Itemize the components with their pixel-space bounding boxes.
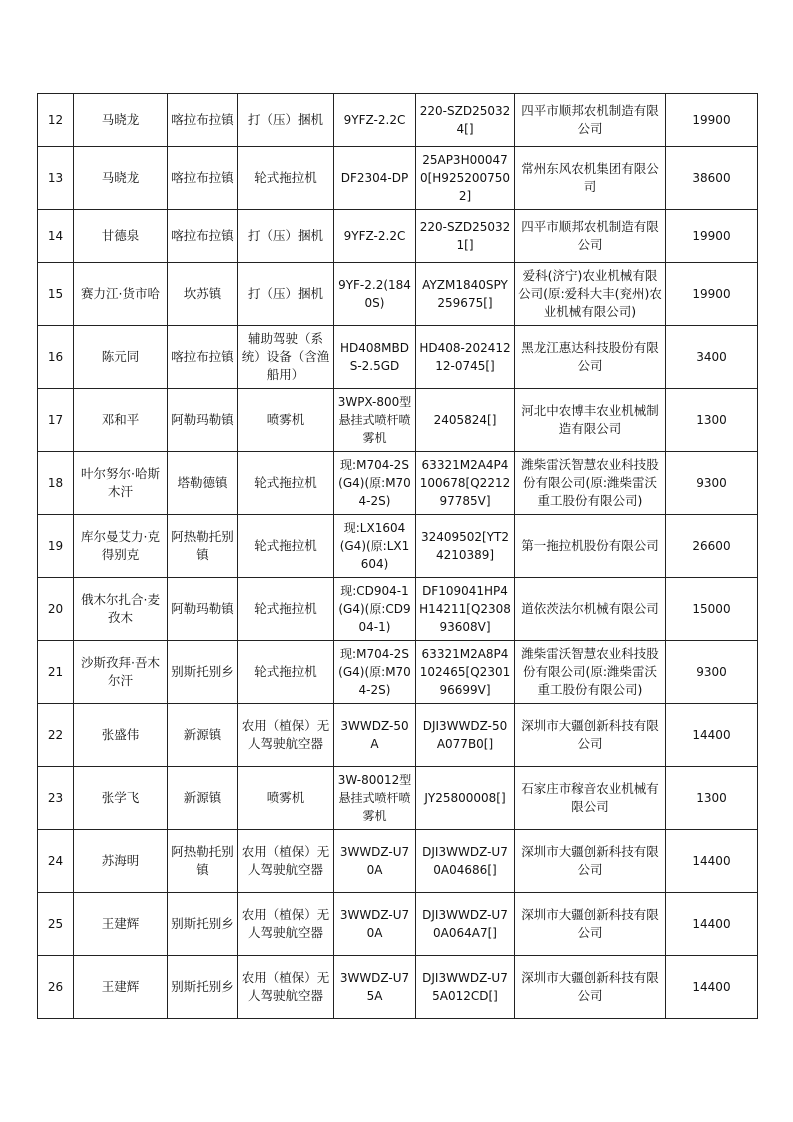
model: 现:M704-2S(G4)(原:M704-2S) xyxy=(334,641,416,704)
manufacturer: 四平市顺邦农机制造有限公司 xyxy=(515,94,666,147)
row-number: 24 xyxy=(38,830,74,893)
subsidy-amount: 9300 xyxy=(666,641,758,704)
manufacturer: 深圳市大疆创新科技有限公司 xyxy=(515,704,666,767)
table-row xyxy=(38,893,758,956)
model: DF2304-DP xyxy=(334,147,416,210)
row-number: 20 xyxy=(38,578,74,641)
township: 喀拉布拉镇 xyxy=(168,326,238,389)
machine-type: 农用（植保）无人驾驶航空器 xyxy=(238,704,334,767)
model: 现:CD904-1(G4)(原:CD904-1) xyxy=(334,578,416,641)
township: 喀拉布拉镇 xyxy=(168,147,238,210)
subsidy-amount: 38600 xyxy=(666,147,758,210)
manufacturer: 黑龙江惠达科技股份有限公司 xyxy=(515,326,666,389)
subsidy-amount: 19900 xyxy=(666,210,758,263)
machine-type: 打（压）捆机 xyxy=(238,94,334,147)
subsidy-table xyxy=(37,93,758,1019)
subsidy-amount: 14400 xyxy=(666,956,758,1019)
model: 3WPX-800型悬挂式喷杆喷雾机 xyxy=(334,389,416,452)
subsidy-amount: 26600 xyxy=(666,515,758,578)
serial-number: 25AP3H000470[H9252007502] xyxy=(416,147,515,210)
machine-type: 喷雾机 xyxy=(238,767,334,830)
row-number: 22 xyxy=(38,704,74,767)
machine-type: 轮式拖拉机 xyxy=(238,641,334,704)
township: 塔勒德镇 xyxy=(168,452,238,515)
row-number: 21 xyxy=(38,641,74,704)
model: 9YF-2.2(1840S) xyxy=(334,263,416,326)
table-row xyxy=(38,830,758,893)
machine-type: 农用（植保）无人驾驶航空器 xyxy=(238,893,334,956)
subsidy-amount: 19900 xyxy=(666,263,758,326)
manufacturer: 石家庄市稼音农业机械有限公司 xyxy=(515,767,666,830)
township: 别斯托别乡 xyxy=(168,893,238,956)
table-row xyxy=(38,767,758,830)
machine-type: 农用（植保）无人驾驶航空器 xyxy=(238,956,334,1019)
model: 3WWDZ-U70A xyxy=(334,830,416,893)
township: 坎苏镇 xyxy=(168,263,238,326)
subsidy-amount: 3400 xyxy=(666,326,758,389)
township: 阿热勒托别镇 xyxy=(168,830,238,893)
row-number: 13 xyxy=(38,147,74,210)
subsidy-amount: 19900 xyxy=(666,94,758,147)
model: 现:LX1604(G4)(原:LX1604) xyxy=(334,515,416,578)
table-row xyxy=(38,641,758,704)
buyer-name: 库尔曼艾力·克得别克 xyxy=(74,515,168,578)
row-number: 25 xyxy=(38,893,74,956)
serial-number: 63321M2A8P4102465[Q230196699V] xyxy=(416,641,515,704)
subsidy-amount: 1300 xyxy=(666,389,758,452)
manufacturer: 四平市顺邦农机制造有限公司 xyxy=(515,210,666,263)
serial-number: DJI3WWDZ-U70A04686[] xyxy=(416,830,515,893)
serial-number: 32409502[YT24210389] xyxy=(416,515,515,578)
buyer-name: 王建辉 xyxy=(74,893,168,956)
serial-number: 63321M2A4P4100678[Q221297785V] xyxy=(416,452,515,515)
row-number: 19 xyxy=(38,515,74,578)
township: 别斯托别乡 xyxy=(168,956,238,1019)
subsidy-amount: 14400 xyxy=(666,893,758,956)
model: HD408MBDS-2.5GD xyxy=(334,326,416,389)
manufacturer: 潍柴雷沃智慧农业科技股份有限公司(原:潍柴雷沃重工股份有限公司) xyxy=(515,452,666,515)
model: 3W-80012型悬挂式喷杆喷雾机 xyxy=(334,767,416,830)
township: 阿勒玛勒镇 xyxy=(168,578,238,641)
buyer-name: 张盛伟 xyxy=(74,704,168,767)
machine-type: 轮式拖拉机 xyxy=(238,515,334,578)
table-row xyxy=(38,210,758,263)
buyer-name: 张学飞 xyxy=(74,767,168,830)
serial-number: 220-SZD250321[] xyxy=(416,210,515,263)
machine-type: 打（压）捆机 xyxy=(238,210,334,263)
table-row xyxy=(38,704,758,767)
table-row xyxy=(38,578,758,641)
subsidy-amount: 15000 xyxy=(666,578,758,641)
machine-type: 轮式拖拉机 xyxy=(238,147,334,210)
township: 喀拉布拉镇 xyxy=(168,210,238,263)
machine-type: 辅助驾驶（系统）设备（含渔船用） xyxy=(238,326,334,389)
table-row xyxy=(38,326,758,389)
row-number: 26 xyxy=(38,956,74,1019)
township: 新源镇 xyxy=(168,767,238,830)
machine-type: 轮式拖拉机 xyxy=(238,452,334,515)
buyer-name: 叶尔努尔·哈斯木汗 xyxy=(74,452,168,515)
serial-number: HD408-20241212-0745[] xyxy=(416,326,515,389)
subsidy-amount: 14400 xyxy=(666,830,758,893)
serial-number: 220-SZD250324[] xyxy=(416,94,515,147)
serial-number: DF109041HP4H14211[Q230893608V] xyxy=(416,578,515,641)
model: 9YFZ-2.2C xyxy=(334,94,416,147)
buyer-name: 沙斯孜拜·吾木尔汗 xyxy=(74,641,168,704)
buyer-name: 邓和平 xyxy=(74,389,168,452)
buyer-name: 俄木尔扎合·麦孜木 xyxy=(74,578,168,641)
manufacturer: 爱科(济宁)农业机械有限公司(原:爱科大丰(兖州)农业机械有限公司) xyxy=(515,263,666,326)
serial-number: DJI3WWDZ-U75A012CD[] xyxy=(416,956,515,1019)
serial-number: DJI3WWDZ-50A077B0[] xyxy=(416,704,515,767)
model: 9YFZ-2.2C xyxy=(334,210,416,263)
model: 现:M704-2S(G4)(原:M704-2S) xyxy=(334,452,416,515)
serial-number: 2405824[] xyxy=(416,389,515,452)
manufacturer: 深圳市大疆创新科技有限公司 xyxy=(515,830,666,893)
buyer-name: 马晓龙 xyxy=(74,94,168,147)
serial-number: JY25800008[] xyxy=(416,767,515,830)
table-row xyxy=(38,452,758,515)
table-row xyxy=(38,147,758,210)
model: 3WWDZ-U75A xyxy=(334,956,416,1019)
model: 3WWDZ-50A xyxy=(334,704,416,767)
row-number: 15 xyxy=(38,263,74,326)
manufacturer: 潍柴雷沃智慧农业科技股份有限公司(原:潍柴雷沃重工股份有限公司) xyxy=(515,641,666,704)
subsidy-amount: 1300 xyxy=(666,767,758,830)
table-row xyxy=(38,94,758,147)
manufacturer: 常州东风农机集团有限公司 xyxy=(515,147,666,210)
serial-number: AYZM1840SPY259675[] xyxy=(416,263,515,326)
machine-type: 轮式拖拉机 xyxy=(238,578,334,641)
manufacturer: 道依茨法尔机械有限公司 xyxy=(515,578,666,641)
buyer-name: 甘德泉 xyxy=(74,210,168,263)
manufacturer: 河北中农博丰农业机械制造有限公司 xyxy=(515,389,666,452)
township: 新源镇 xyxy=(168,704,238,767)
row-number: 17 xyxy=(38,389,74,452)
subsidy-amount: 14400 xyxy=(666,704,758,767)
manufacturer: 深圳市大疆创新科技有限公司 xyxy=(515,956,666,1019)
table-row xyxy=(38,515,758,578)
manufacturer: 深圳市大疆创新科技有限公司 xyxy=(515,893,666,956)
row-number: 18 xyxy=(38,452,74,515)
model: 3WWDZ-U70A xyxy=(334,893,416,956)
row-number: 23 xyxy=(38,767,74,830)
subsidy-amount: 9300 xyxy=(666,452,758,515)
table-row xyxy=(38,263,758,326)
township: 阿热勒托别镇 xyxy=(168,515,238,578)
row-number: 12 xyxy=(38,94,74,147)
township: 别斯托别乡 xyxy=(168,641,238,704)
serial-number: DJI3WWDZ-U70A064A7[] xyxy=(416,893,515,956)
buyer-name: 陈元同 xyxy=(74,326,168,389)
row-number: 14 xyxy=(38,210,74,263)
township: 阿勒玛勒镇 xyxy=(168,389,238,452)
machine-type: 喷雾机 xyxy=(238,389,334,452)
buyer-name: 马晓龙 xyxy=(74,147,168,210)
row-number: 16 xyxy=(38,326,74,389)
table-row xyxy=(38,389,758,452)
table-row xyxy=(38,956,758,1019)
township: 喀拉布拉镇 xyxy=(168,94,238,147)
machine-type: 打（压）捆机 xyxy=(238,263,334,326)
buyer-name: 苏海明 xyxy=(74,830,168,893)
manufacturer: 第一拖拉机股份有限公司 xyxy=(515,515,666,578)
buyer-name: 王建辉 xyxy=(74,956,168,1019)
machine-type: 农用（植保）无人驾驶航空器 xyxy=(238,830,334,893)
buyer-name: 赛力江·货市哈 xyxy=(74,263,168,326)
